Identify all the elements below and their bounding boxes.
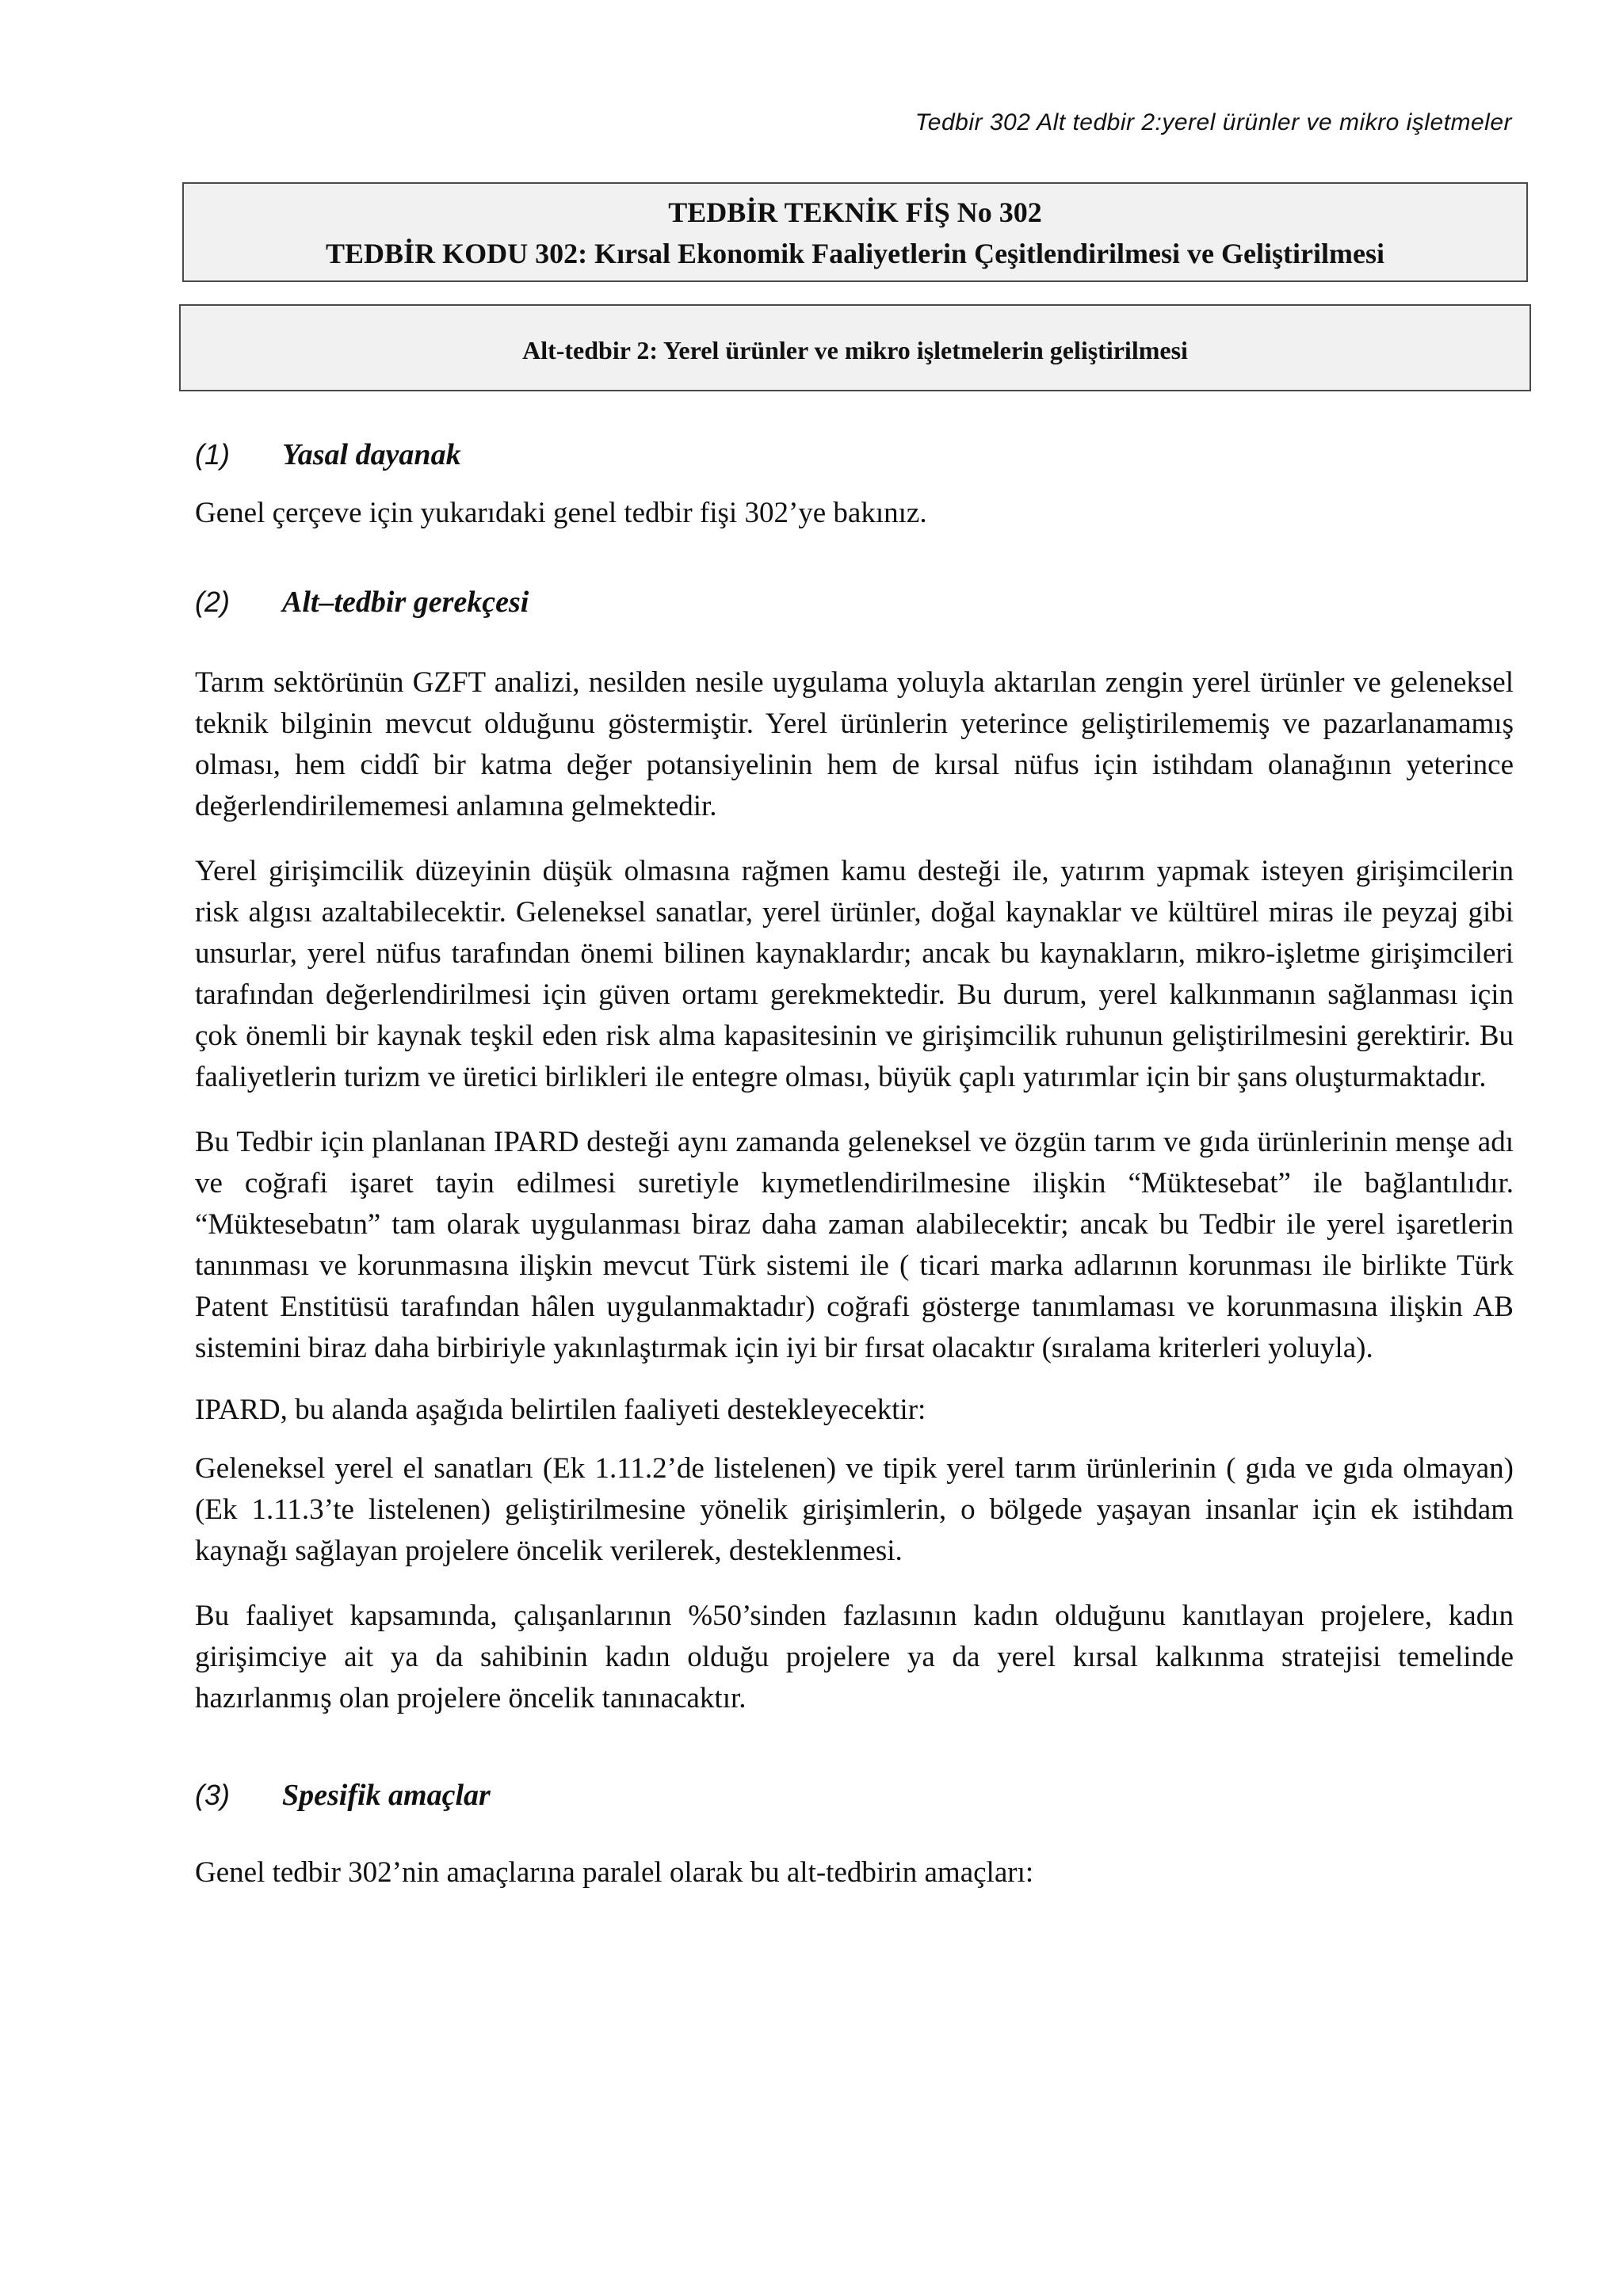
section-number: (1) [195,438,230,471]
subtitle-box-text: Alt-tedbir 2: Yerel ürünler ve mikro işletmelerin geliştirilmesi [522,336,1188,364]
paragraph: Genel tedbir 302’nin amaçlarına paralel olarak bu alt-tedbirin amaçları: [195,1856,1034,1889]
paragraph: Geleneksel yerel el sanatları (Ek 1.11.2’de listelenen) ve tipik yerel tarım ürünlerinin ( gıda ve gıda olmayan) (Ek 1.11.3’te listelenen) geliştirilmesine yönelik girişimlerin, o bölgede yaşayan insanlar için ek istihdam kaynağı sağlayan projelere öncelik verilerek, desteklenmesi. [195,1452,1514,1567]
running-header: Tedbir 302 Alt tedbir 2:yerel ürünler ve mikro işletmeler [915,109,1512,135]
subtitle-box [179,304,1531,391]
paragraph: Tarım sektörünün GZFT analizi, nesilden nesile uygulama yoluyla aktarılan zengin yerel ürünler ve geleneksel teknik bilginin mevcut olduğunu göstermiştir. Yerel ürünlerin yeterince geliştirilememiş ve pazarlanamamış olması, hem ciddî bir katma değer potansiyelinin hem de kırsal nüfus için istihdam olanağının yeterince değerlendirilememesi anlamına gelmektedir. [195,666,1514,822]
title-box [182,182,1528,282]
title-box-line-1: TEDBİR TEKNİK FİŞ No 302 [668,196,1042,228]
paragraph: Genel çerçeve için yukarıdaki genel tedbir fişi 302’ye bakınız. [195,497,927,529]
title-box-line-2: TEDBİR KODU 302: Kırsal Ekonomik Faaliyetlerin Çeşitlendirilmesi ve Geliştirilmesi [326,238,1384,269]
document-body [195,428,1514,1894]
section-heading-1 [195,437,1514,472]
section-title: Alt–tedbir gerekçesi [282,585,529,619]
section-number: (2) [195,585,230,618]
section-number: (3) [195,1779,230,1811]
section-heading-3 [195,1778,1514,1813]
paragraph: Bu faaliyet kapsamında, çalışanlarının %50’sinden fazlasının kadın olduğunu kanıtlayan projelere, kadın girişimciye ait ya da sahibinin kadın olduğu projelere ya da yerel kırsal kalkınma stratejisi temelinde hazırlanmış olan projelere öncelik tanınacaktır. [195,1600,1514,1714]
paragraph: Yerel girişimcilik düzeyinin düşük olmasına rağmen kamu desteği ile, yatırım yapmak isteyen girişimcilerin risk algısı azaltabilecektir. Geleneksel sanatlar, yerel ürünler, doğal kaynaklar ve kültürel miras ile peyzaj gibi unsurlar, yerel nüfus tarafından önemi bilinen kaynaklardır; ancak bu kaynakların, mikro-işletme girişimcileri tarafından değerlendirilmesi için güven ortamı gerekmektedir. Bu durum, yerel kalkınmanın sağlanması için çok önemli bir kaynak teşkil eden risk alma kapasitesinin ve girişimcilik ruhunun geliştirilmesini gerektirir. Bu faaliyetlerin turizm ve üretici birlikleri ile entegre olması, büyük çaplı yatırımlar için bir şans oluşturmaktadır. [195,855,1514,1093]
section-title: Spesifik amaçlar [282,1779,491,1812]
paragraph: Bu Tedbir için planlanan IPARD desteği aynı zamanda geleneksel ve özgün tarım ve gıda ürünlerinin menşe adı ve coğrafi işaret tayin edilmesi suretiyle kıymetlendirilmesine ilişkin “Müktesebat” ile bağlantılıdır. “Müktesebatın” tam olarak uygulanması biraz daha zaman alabilecektir; ancak bu Tedbir ile yerel işaretlerin tanınması ve korunmasına ilişkin mevcut Türk sistemi ile ( ticari marka adlarının korunması ile birlikte Türk Patent Enstitüsü tarafından hâlen uygulanmaktadır) coğrafi gösterge tanımlaması ve korunmasına ilişkin AB sistemini biraz daha birbiriyle yakınlaştırmak için iyi bir fırsat olacaktır (sıralama kriterleri yoluyla). [195,1126,1514,1364]
section-title: Yasal dayanak [282,438,461,471]
section-heading-2 [195,585,1514,620]
paragraph: IPARD, bu alanda aşağıda belirtilen faaliyeti destekleyecektir: [195,1394,926,1426]
